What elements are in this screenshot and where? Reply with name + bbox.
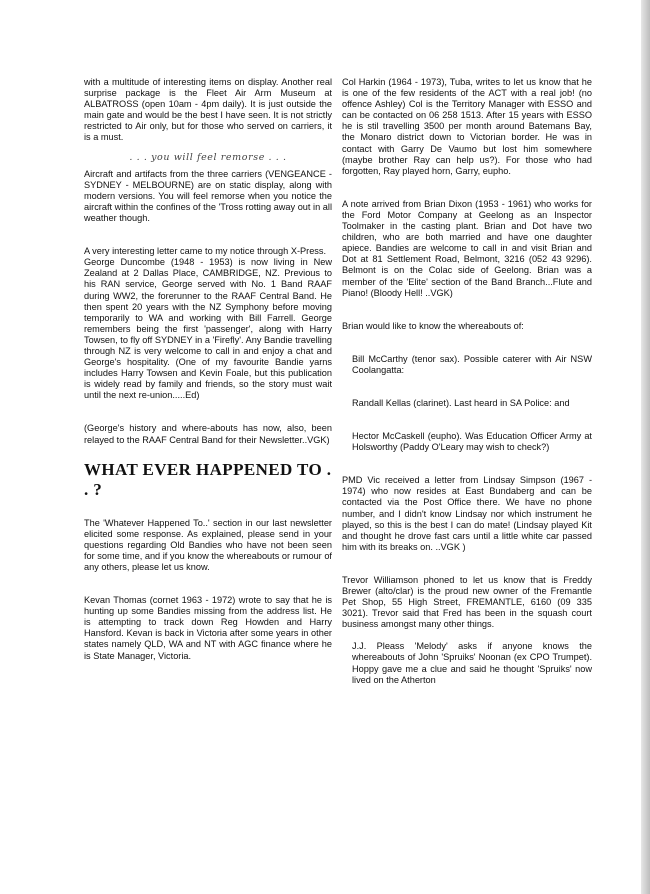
kevan-thomas-paragraph: Kevan Thomas (cornet 1963 - 1972) wrote to say that he is hunting up some Bandies missing from the address list. He is attempting to track down Reg Howden and Harry Hansford. Kevan is back in Victoria after some years in other states namely QLD, WA and NT with AGC finance where he is State Manager, Victoria.	[84, 595, 332, 661]
bill-mccarthy-entry: Bill McCarthy (tenor sax). Possible caterer with Air NSW Coolangatta:	[352, 353, 592, 375]
col-harkin-paragraph: Col Harkin (1964 - 1973), Tuba, writes to let us know that he is one of the few residents of the ACT with a real job! (no offence Ashley) Col is the Territory Manager with ESSO and can be contacted on 06 258 1513. After 15 years with ESSO he is stil travelling 3500 per month around Batemans Bay, the Monaro district down to Victorian border. He was in contact with Garry De Vaumo but lost him somewhere (maybe brother Ray can help us?). For those who had forgotten, Ray played horn, Garry, eupho.	[342, 77, 592, 176]
jj-pleass-paragraph: J.J. Pleass 'Melody' asks if anyone knows the whereabouts of John 'Spruiks' Noonan (ex CPO Trumpet). Hoppy gave me a clue and said he thought 'Spruiks' now lived on the Atherton	[352, 641, 592, 685]
museum-paragraph: with a multitude of interesting items on display. Another real surprise package is the Fleet Air Arm Museum at ALBATROSS (open 10am - 4pm daily). It is just outside the main gate and would be the best I have seen. It is not strictly restricted to Air only, but for those who served on carriers, it is a must.	[84, 77, 332, 143]
left-column	[84, 77, 332, 662]
editor-note-paragraph: (George's history and where-abouts has now, also, been relayed to the RAAF Central Band for their Newsletter..VGK)	[84, 423, 332, 445]
carriers-paragraph: Aircraft and artifacts from the three carriers (VENGEANCE - SYDNEY - MELBOURNE) are on static display, along with modern versions. You will feel remorse when you notice the aircraft within the confines of the 'Tross rotting away out in all weather though.	[84, 168, 332, 224]
trevor-williamson-paragraph: Trevor Williamson phoned to let us know that is Freddy Brewer (alto/clar) is the proud new owner of the Fremantle Pet Shop, 55 High Street, FREMANTLE, 6160 (09 335 3021). Trevor said that Fred has been in the squash court business amongst many other things.	[342, 574, 592, 630]
brian-dixon-paragraph: A note arrived from Brian Dixon (1953 - 1961) who works for the Ford Motor Company at Geelong as an Inspector Toolmaker in the casting plant. Brian and Dot have two children, who are both married and have one daughter apiece. Bandies are welcome to call in and visit Brian and Dot at 81 Settlement Road, Belmont, 3216 (052 43 9296). Belmont is on the Colac side of Geelong. Brian was a member of the 'Elite' section of the Band Branch...Flute and Piano! (Bloody Hell! ..VGK)	[342, 198, 592, 298]
section-heading: WHAT EVER HAPPENED TO . . ?	[84, 459, 332, 499]
george-duncombe-paragraph: George Duncombe (1948 - 1953) is now living in New Zealand at 2 Dallas Place, CAMBRIDGE, NZ. Previous to his RAN service, George served with No. 1 Band RAAF during WW2, the forerunner to the RAAF Central Band. He then spent 20 years with the NZ Symphony before moving temporarily to WA and working with Bill Farrell. George remembers being the first 'passenger', along with Harry Towsen, to fly off SYDNEY in a 'Firefly'. Any Bandie travelling through NZ is very welcome to call in and enjoy a chat and George's hospitality. (One of my favourite Bandie yarns includes Harry Towsen and Kevin Foale, but this publication is widely read by family and friends, so the story must wait until the next re-union.....Ed)	[84, 257, 332, 401]
randall-kellas-entry: Randall Kellas (clarinet). Last heard in SA Police: and	[352, 397, 570, 408]
whereabouts-intro: Brian would like to know the whereabouts of:	[342, 320, 524, 331]
hector-mccaskell-entry: Hector McCaskell (eupho). Was Education Officer Army at Holsworthy (Paddy O'Leary may wish to check?)	[352, 431, 592, 453]
page-edge	[641, 0, 650, 894]
decorative-caption: . . . you will feel remorse . . .	[129, 151, 287, 163]
whatever-happened-intro: The 'Whatever Happened To..' section in our last newsletter elicited some response. As explained, please send in your questions regarding Old Bandies who have not been seen for some time, and if you know the whereabouts or rumour of any others, please let us know.	[84, 517, 332, 572]
letter-intro-paragraph: A very interesting letter came to my notice through X-Press.	[84, 246, 327, 257]
right-column	[342, 77, 592, 686]
lindsay-simpson-paragraph: PMD Vic received a letter from Lindsay Simpson (1967 - 1974) who now resides at East Bundaberg and can be contacted via the Post Office there. We have no phone number, and I didn't know Lindsay nor which instrument he played, so this is the best I can do mate! (Lindsay played Kit and thought he drove fast cars until a little white car passed him with its breaks on. ..VGK )	[342, 475, 592, 552]
